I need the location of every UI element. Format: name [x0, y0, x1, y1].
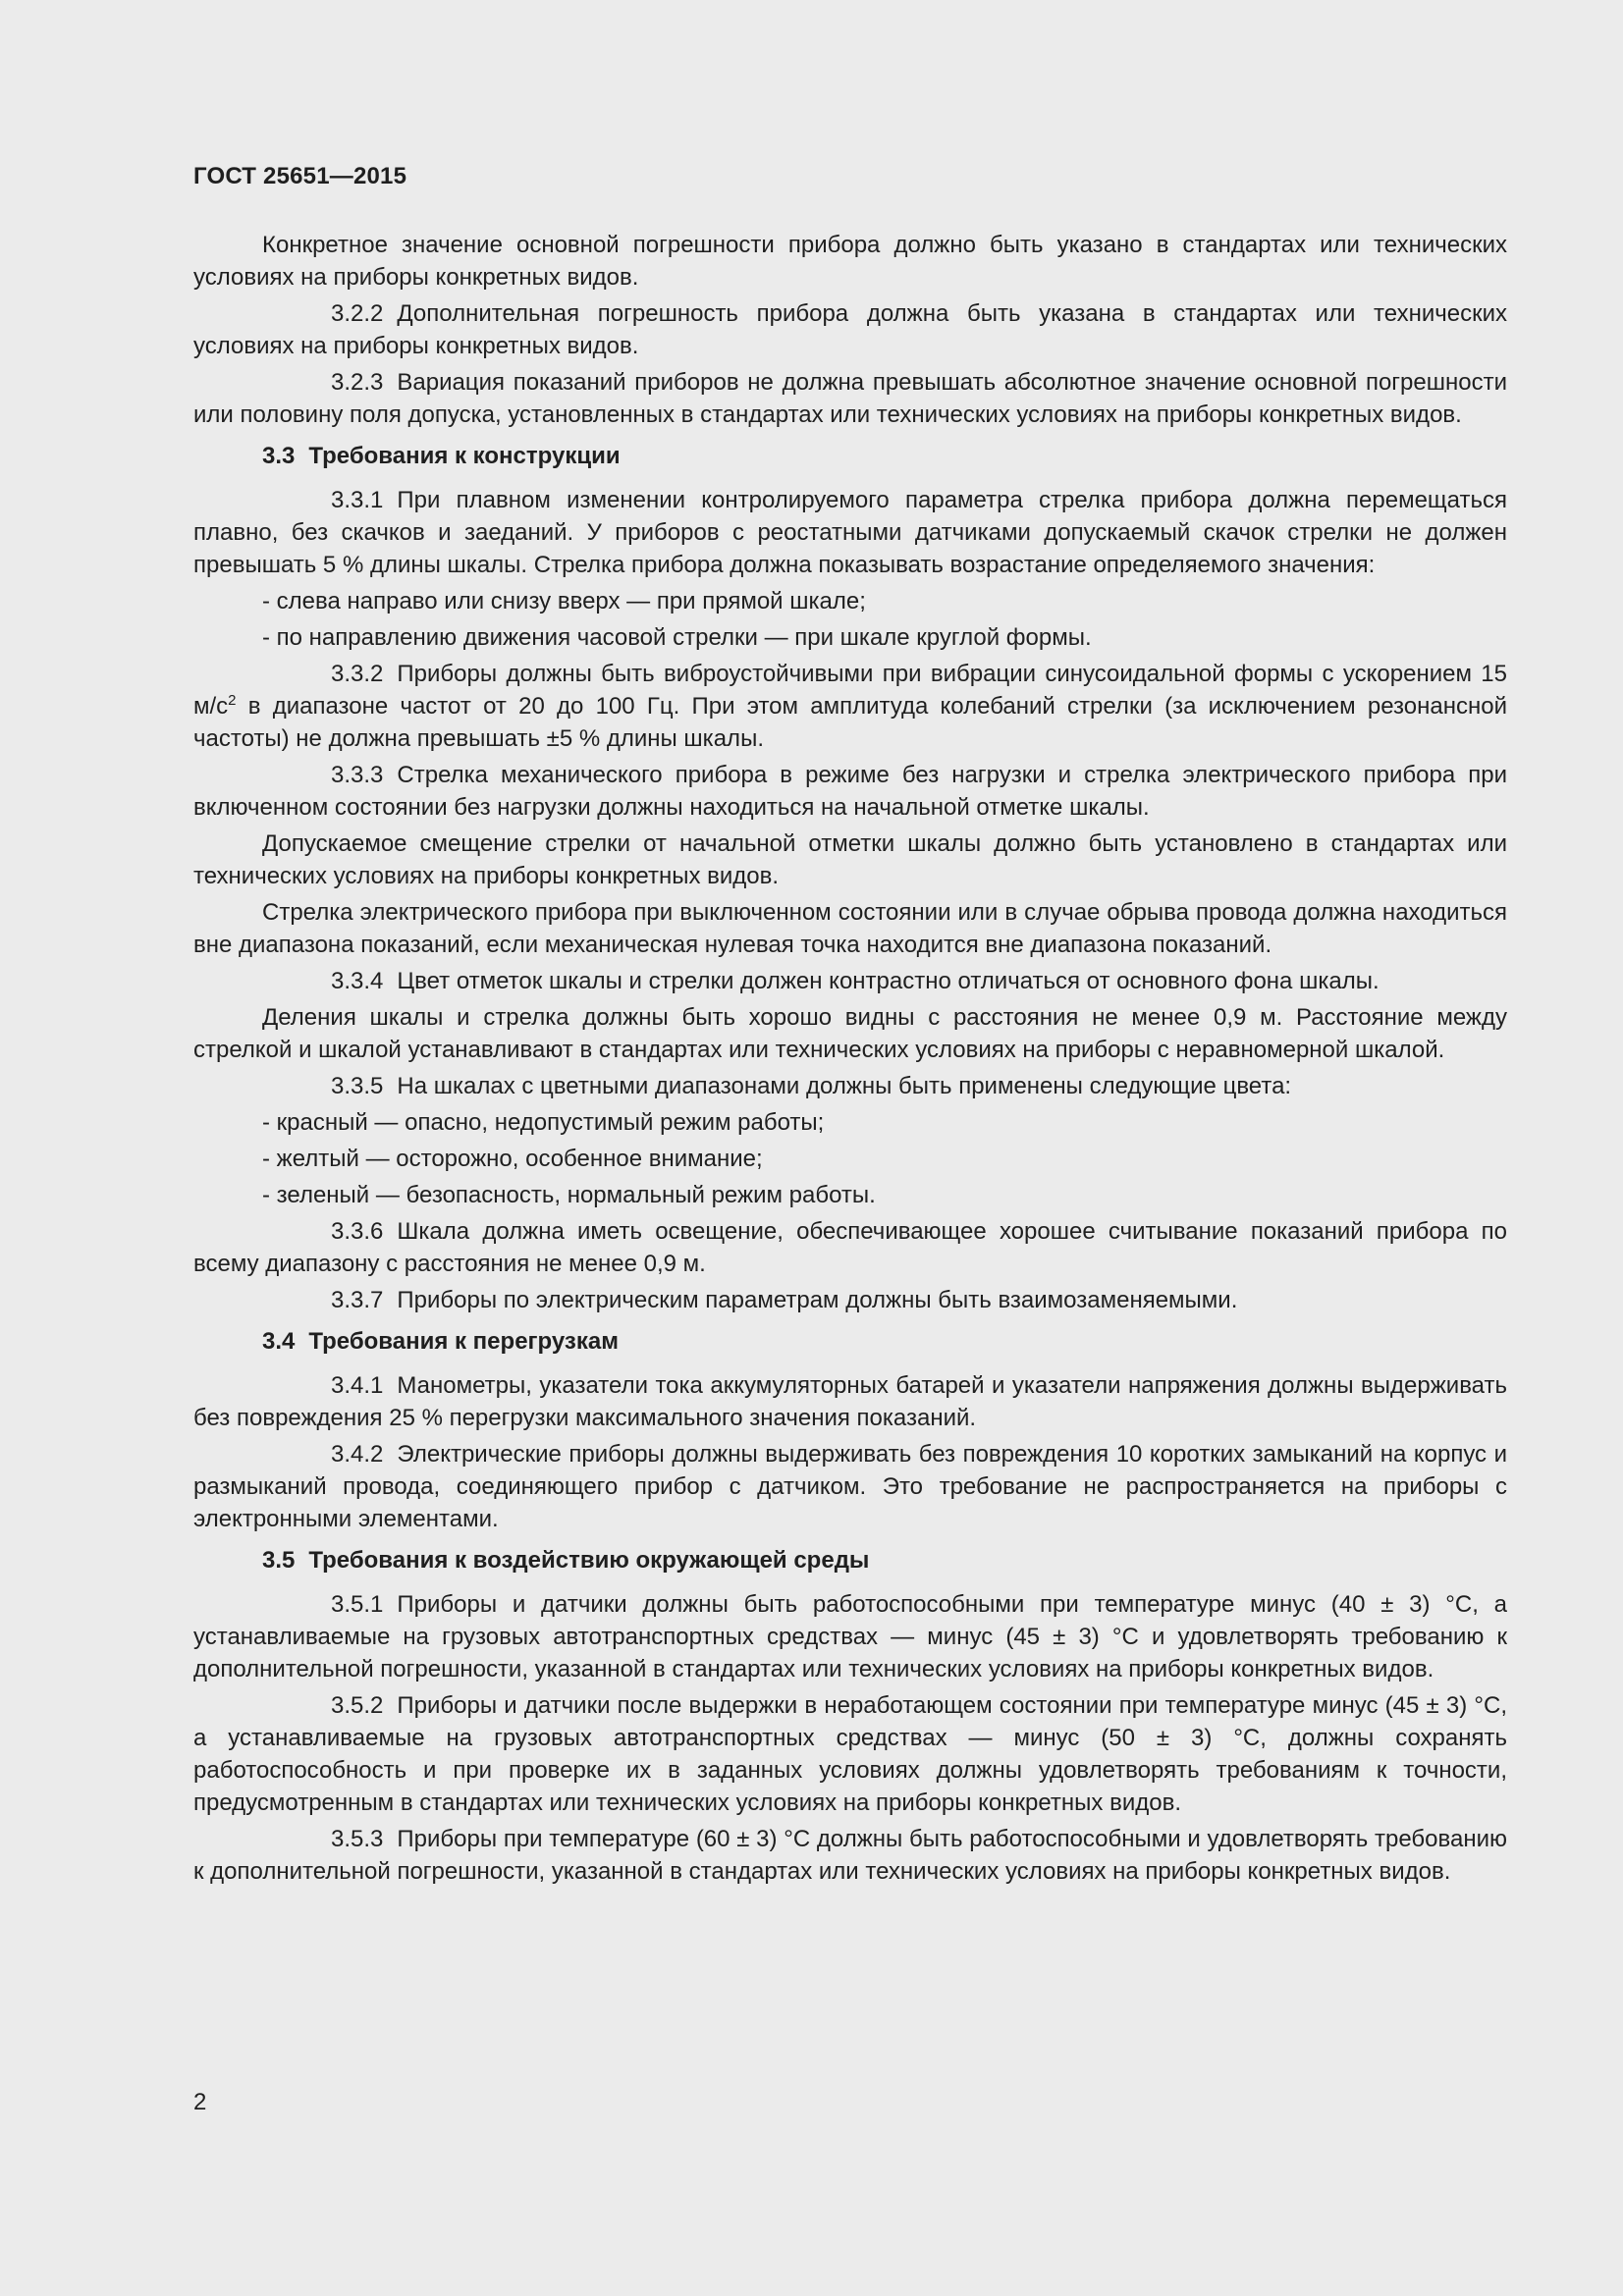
clause-text: Вариация показаний приборов не должна превышать абсолютное значение основной погрешности или половину поля допуска, установленных в стандартах или технических условиях на приборы конкретных видов. [193, 369, 1507, 428]
paragraph: Допускаемое смещение стрелки от начальной отметки шкалы должно быть установлено в стандартах или технических условиях на приборы конкретных видов. [193, 830, 1507, 889]
clause-number: 3.3.2 [331, 661, 384, 687]
section-title: Требования к перегрузкам [308, 1328, 619, 1355]
clause-number: 3.3.1 [331, 487, 384, 513]
clause-text: Дополнительная погрешность прибора должна быть указана в стандартах или технических условиях на приборы конкретных видов. [193, 300, 1507, 359]
list-item: - по направлению движения часовой стрелки — при шкале круглой формы. [262, 624, 1092, 651]
clause-text: При плавном изменении контролируемого параметра стрелка прибора должна перемещаться плавно, без скачков и заеданий. У приборов с реостатными датчиками допускаемый скачок стрелки не должен превышать 5 % длины шкалы. Стрелка прибора должна показывать возрастание определяемого значения: [193, 487, 1507, 578]
clause-number: 3.5.1 [331, 1591, 384, 1618]
list-item: - зеленый — безопасность, нормальный режим работы. [262, 1182, 876, 1208]
clause-number: 3.3.7 [331, 1287, 384, 1313]
clause-3-3-2 [193, 658, 1507, 755]
list-item: - красный — опасно, недопустимый режим работы; [262, 1109, 825, 1136]
section-heading-3-5 [193, 1544, 1507, 1576]
clause-3-3-1 [193, 484, 1507, 581]
clause-number: 3.5.2 [331, 1692, 384, 1719]
clause-number: 3.2.2 [331, 300, 384, 327]
page-number: 2 [193, 2089, 207, 2115]
clause-text: Приборы при температуре (60 ± 3) °С должны быть работоспособными и удовлетворять требованию к дополнительной погрешности, указанной в стандартах или технических условиях на приборы конкретных видов. [193, 1826, 1507, 1885]
section-number: 3.4 [262, 1328, 296, 1355]
clause-text: Приборы и датчики должны быть работоспособными при температуре минус (40 ± 3) °С, а устанавливаемые на грузовых автотранспортных средствах — минус (45 ± 3) °С и удовлетворять требованию к дополнительной погрешности, указанной в стандартах или технических условиях на приборы конкретных видов. [193, 1591, 1507, 1682]
clause-text: На шкалах с цветными диапазонами должны быть применены следующие цвета: [397, 1073, 1292, 1099]
document-header: ГОСТ 25651—2015 [193, 163, 407, 189]
clause-text: Приборы должны быть виброустойчивыми при вибрации синусоидальной формы с ускорением 15 м/с [193, 661, 1507, 720]
section-heading-3-3 [193, 440, 1507, 472]
clause-number: 3.4.1 [331, 1372, 384, 1399]
clause-text: Стрелка механического прибора в режиме без нагрузки и стрелка электрического прибора при включенном состоянии без нагрузки должны находиться на начальной отметке шкалы. [193, 762, 1507, 821]
clause-3-5-2 [193, 1689, 1507, 1819]
clause-number: 3.3.4 [331, 968, 384, 994]
clause-number: 3.3.5 [331, 1073, 384, 1099]
clause-3-3-7 [193, 1284, 1507, 1316]
document-body [193, 229, 1507, 1888]
superscript: 2 [228, 692, 237, 709]
list-item: - слева направо или снизу вверх — при прямой шкале; [262, 588, 866, 614]
clause-text: Электрические приборы должны выдерживать без повреждения 10 коротких замыканий на корпус и размыканий провода, соединяющего прибор с датчиком. Это требование не распространяется на приборы с электронными элементами. [193, 1441, 1507, 1532]
clause-text: Шкала должна иметь освещение, обеспечивающее хорошее считывание показаний прибора по всему диапазону с расстояния не менее 0,9 м. [193, 1218, 1507, 1277]
clause-number: 3.5.3 [331, 1826, 384, 1852]
clause-text-continued: в диапазоне частот от 20 до 100 Гц. При этом амплитуда колебаний стрелки (за исключением резонансной частоты) не должна превышать ±5 % длины шкалы. [193, 693, 1507, 752]
clause-3-4-2 [193, 1438, 1507, 1535]
clause-3-3-6 [193, 1215, 1507, 1280]
clause-3-2-2 [193, 297, 1507, 362]
paragraph: Стрелка электрического прибора при выключенном состоянии или в случае обрыва провода должна находиться вне диапазона показаний, если механическая нулевая точка находится вне диапазона показаний. [193, 899, 1507, 958]
clause-text: Приборы по электрическим параметрам должны быть взаимозаменяемыми. [397, 1287, 1238, 1313]
section-number: 3.5 [262, 1547, 296, 1574]
clause-3-3-4 [193, 965, 1507, 997]
clause-3-3-5 [193, 1070, 1507, 1102]
clause-number: 3.3.6 [331, 1218, 384, 1245]
clause-3-5-3 [193, 1823, 1507, 1888]
paragraph: Деления шкалы и стрелка должны быть хорошо видны с расстояния не менее 0,9 м. Расстояние между стрелкой и шкалой устанавливают в стандартах или технических условиях на приборы с неравномерной шкалой. [193, 1004, 1507, 1063]
clause-number: 3.2.3 [331, 369, 384, 396]
section-title: Требования к воздействию окружающей среды [308, 1547, 870, 1574]
clause-number: 3.3.3 [331, 762, 384, 788]
section-heading-3-4 [193, 1325, 1507, 1358]
section-number: 3.3 [262, 443, 296, 469]
clause-3-4-1 [193, 1369, 1507, 1434]
list-item: - желтый — осторожно, особенное внимание; [262, 1146, 763, 1172]
section-title: Требования к конструкции [308, 443, 621, 469]
clause-text: Приборы и датчики после выдержки в неработающем состоянии при температуре минус (45 ± 3) °С, а устанавливаемые на грузовых автотранспортных средствах — минус (50 ± 3) °С, должны сохранять работоспособность и при проверке их в заданных условиях должны удовлетворять требованиям к точности, предусмотренным в стандартах или технических условиях на приборы конкретных видов. [193, 1692, 1507, 1816]
clause-text: Манометры, указатели тока аккумуляторных батарей и указатели напряжения должны выдерживать без повреждения 25 % перегрузки максимального значения показаний. [193, 1372, 1507, 1431]
paragraph: Конкретное значение основной погрешности прибора должно быть указано в стандартах или технических условиях на приборы конкретных видов. [193, 232, 1507, 291]
clause-3-5-1 [193, 1588, 1507, 1685]
clause-text: Цвет отметок шкалы и стрелки должен контрастно отличаться от основного фона шкалы. [397, 968, 1380, 994]
clause-3-2-3 [193, 366, 1507, 431]
clause-3-3-3 [193, 759, 1507, 824]
clause-number: 3.4.2 [331, 1441, 384, 1468]
